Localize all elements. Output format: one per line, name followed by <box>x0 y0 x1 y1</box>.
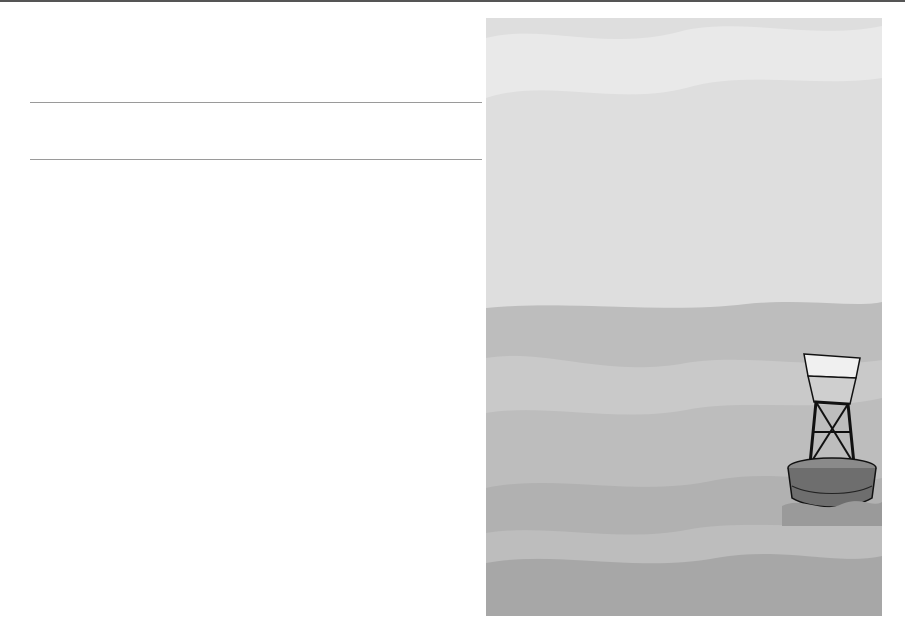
scan-artifact-line <box>30 159 482 160</box>
top-border-line <box>0 0 905 2</box>
event-flyer-panel <box>486 18 882 616</box>
sea-background <box>486 18 882 616</box>
buoy-beacon-icon <box>782 346 882 526</box>
scan-artifact-line <box>30 102 482 103</box>
